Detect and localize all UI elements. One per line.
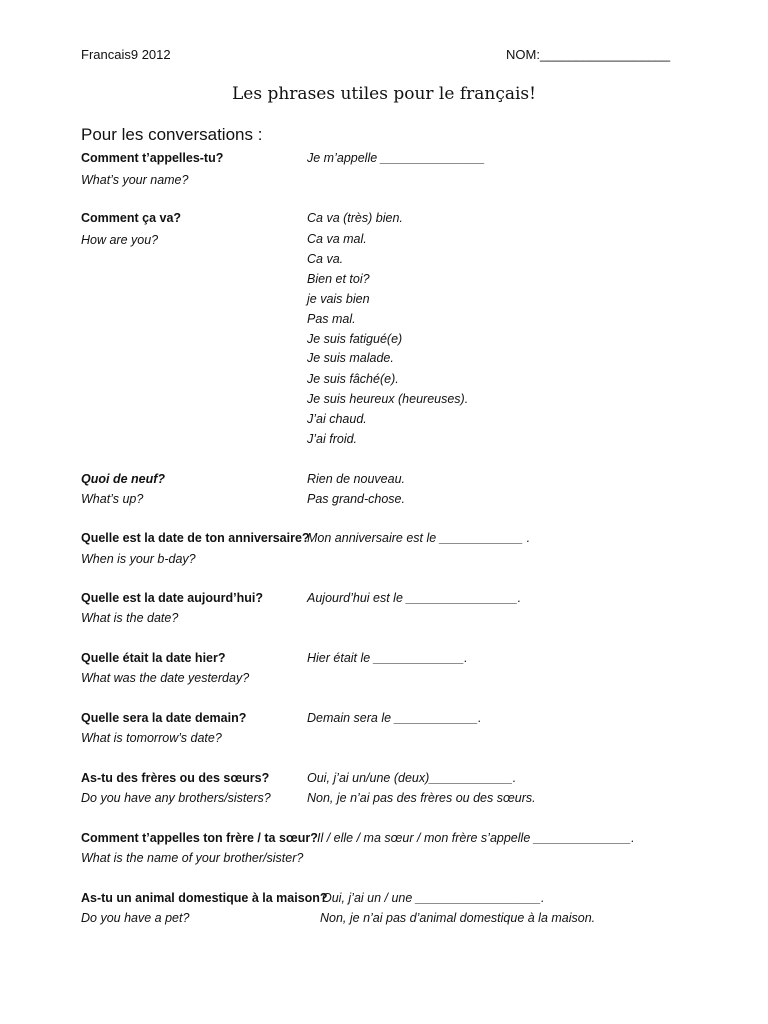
translation: What was the date yesterday?	[81, 671, 250, 685]
question: Quoi de neuf?	[81, 472, 166, 486]
question: Quelle est la date aujourd’hui?	[81, 591, 263, 605]
answer: Je suis fâché(e).	[307, 372, 399, 386]
answer: Bien et toi?	[307, 272, 370, 286]
answer: Je suis heureux (heureuses).	[307, 392, 469, 406]
question: Comment ça va?	[81, 211, 182, 225]
answer: Mon anniversaire est le ____________ .	[307, 531, 531, 545]
translation: When is your b-day?	[81, 552, 196, 566]
answer: Ca va (très) bien.	[307, 211, 403, 225]
answer: Ca va mal.	[307, 232, 367, 246]
question: Quelle était la date hier?	[81, 651, 226, 665]
translation: Do you have any brothers/sisters?	[81, 791, 271, 805]
answer: J’ai froid.	[307, 432, 358, 446]
question: Comment t’appelles-tu?	[81, 151, 224, 165]
answer: Je suis malade.	[307, 351, 394, 365]
translation: What is tomorrow’s date?	[81, 731, 222, 745]
answer: je vais bien	[307, 292, 370, 306]
question: As-tu des frères ou des sœurs?	[81, 771, 270, 785]
answer: Il / elle / ma sœur / mon frère s’appelle ______________.	[317, 831, 635, 845]
answer: Hier était le _____________.	[307, 651, 468, 665]
answer: Je m’appelle _______________	[307, 151, 485, 165]
answer: Pas mal.	[307, 312, 356, 326]
question: Comment t’appelles ton frère / ta sœur?	[81, 831, 318, 845]
answer: Non, je n’ai pas des frères ou des sœurs.	[307, 791, 536, 805]
question: Quelle est la date de ton anniversaire?	[81, 531, 310, 545]
translation: What is the date?	[81, 611, 179, 625]
translation: What’s your name?	[81, 173, 189, 187]
answer: Rien de nouveau.	[307, 472, 405, 486]
answer: Aujourd’hui est le ________________.	[307, 591, 522, 605]
answer: Non, je n’ai pas d’animal domestique à la maison.	[320, 911, 596, 925]
page-title: Les phrases utiles pour le français!	[232, 84, 536, 104]
answer: Oui, j’ai un/une (deux)____________.	[307, 771, 517, 785]
section-title: Pour les conversations :	[81, 125, 263, 144]
answer: Oui, j’ai un / une __________________.	[322, 891, 545, 905]
answer: Demain sera le ____________.	[307, 711, 482, 725]
translation: How are you?	[81, 233, 159, 247]
answer: Je suis fatigué(e)	[307, 332, 403, 346]
question: Quelle sera la date demain?	[81, 711, 247, 725]
answer: Pas grand-chose.	[307, 492, 405, 506]
translation: Do you have a pet?	[81, 911, 190, 925]
name-field: NOM:__________________	[506, 47, 671, 62]
translation: What’s up?	[81, 492, 144, 506]
course-label: Francais9 2012	[81, 47, 171, 62]
answer: Ca va.	[307, 252, 344, 266]
question: As-tu un animal domestique à la maison?	[81, 891, 328, 905]
answer: J’ai chaud.	[307, 412, 367, 426]
translation: What is the name of your brother/sister?	[81, 851, 304, 865]
